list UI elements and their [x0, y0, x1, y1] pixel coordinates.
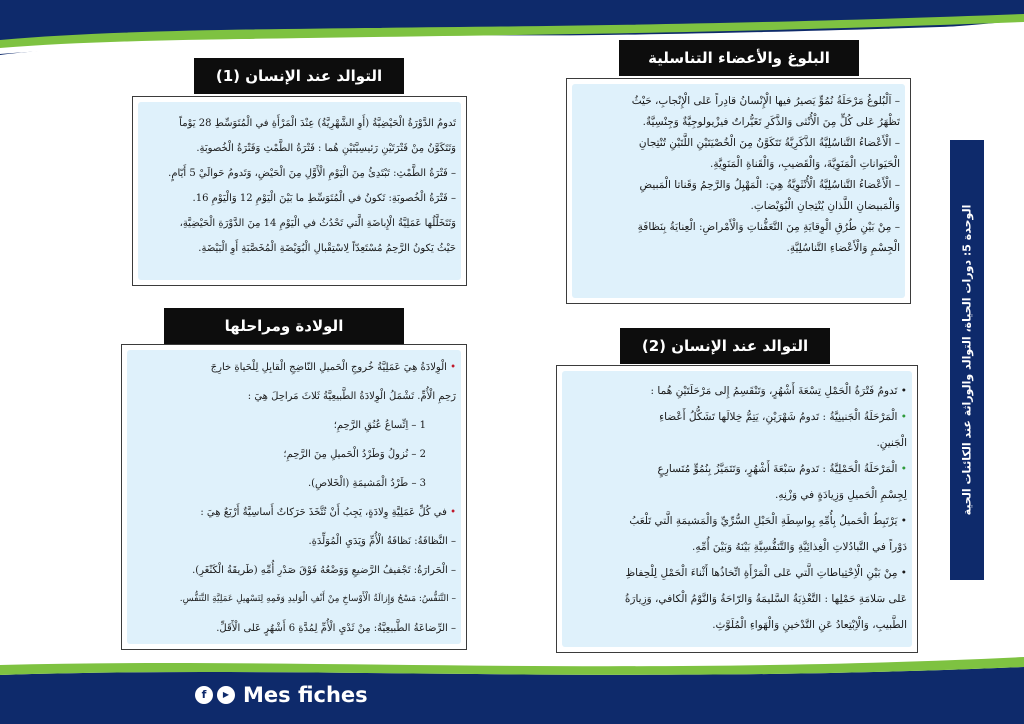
text-line: • في كُلِّ عَمَلِيَّةِ وِلادَةٍ، يَجِبُ أَنْ تُتَّخَذَ حَرَكاتٌ أَساسِيَّةٌ أَرْبَعٌ هِيَ : — [132, 498, 456, 527]
birth-title: الولادة ومراحلها — [164, 308, 404, 344]
text-line: – فَتْرَةُ الْخُصوبَةِ: تَكونُ في الْمُتَوَسِّطِ ما بَيْنَ الْيَوْمِ 12 وَالْيَوْمِ 16. — [192, 193, 456, 204]
text-line: – النَّظافَةُ: نَظافَةُ الْأُمِّ وَيَدَيِ الْمُوَلِّدَةِ. — [308, 536, 456, 547]
bottom-wave-decoration — [0, 655, 1024, 724]
unit-title: الوحدة 5: دورات الحياة، التوالد والوراثة عند الكائنات الحية — [960, 204, 974, 516]
text-line: 3 – طَرْدُ الْمَشيمَةِ (الْخَلاصِ). — [307, 478, 426, 489]
reproduction2-text — [567, 378, 907, 638]
top-wave-decoration — [0, 0, 1024, 60]
text-line: – فَتْرَةُ الطَّمْثِ: تَبْتَدِئُ مِنَ الْيَوْمِ الْأَوَّلِ مِنَ الْحَيْضِ، وَتَدومُ حَوالَيْ 5 أَيّامٍ. — [168, 168, 456, 179]
text-line: الْجِسْمِ وَالْأَعْضاءِ التَّناسُلِيَّةِ. — [786, 242, 900, 254]
birth-panel — [121, 344, 467, 650]
brand-name: Mes fiches — [243, 683, 368, 707]
text-line: 1 – اِتِّساعُ عُنُقِ الرَّحِمِ؛ — [333, 420, 426, 431]
text-line: – التَّنَفُّسُ: مَسْحُ وَإِزالَةُ الْأَوْساخِ مِنْ أَنْفِ الْوَليدِ وَفَمِهِ لِتَسْهيلِ عَمَلِيَّةِ التَّنَفُّسِ. — [179, 594, 456, 604]
text-line: – الرِّضاعَةُ الطَّبيعِيَّةُ: مِنْ ثَدْيِ الْأُمِّ لِمُدَّةِ 6 أَشْهُرٍ عَلى الْأَقَلِّ. — [216, 623, 456, 634]
text-line: رَحِمِ الْأُمِّ. تَشْمَلُ الْوِلادَةُ الطَّبيعِيَّةُ ثَلاثَ مَراحِلَ هِيَ : — [247, 391, 456, 402]
text-line: – الْأَعْضاءُ التَّناسُلِيَّةُ الذَّكَرِيَّةُ تَتَكَوَّنُ مِنَ الْخُصْيَتَيْنِ اللَّتَيْنِ تُنْتِجانِ — [638, 137, 900, 149]
text-line: • الْوِلادَةُ هِيَ عَمَلِيَّةُ خُروجِ الْحَميلِ النّاضِجِ الْقابِلِ لِلْحَياةِ خارِجَ — [132, 353, 456, 382]
text-line: – اَلْبُلوغُ مَرْحَلَةُ نُمُوٍّ يَصيرُ فيها الْإِنْسانُ قادِراً عَلى الْإِنْجابِ، حَيْثُ — [631, 95, 900, 107]
reproduction2-panel — [556, 365, 918, 653]
text-line: وَالْمَبيضانِ اللَّذانِ يُنْتِجانِ الْبُوَيْضاتِ. — [750, 200, 900, 212]
text-line: • الْمَرْحَلَةُ الْحَمْلِيَّةُ : تَدومُ سَبْعَةَ أَشْهُرٍ، وَتَتَمَيَّزُ بِنُمُوٍّ مُتَسارِعٍ — [567, 456, 907, 482]
text-line: وَتَتَخَلَّلُها عَمَلِيَّةُ الْإِباضَةِ الَّتي تَحْدُثُ في الْيَوْمِ 14 مِنَ الدَّوْرَةِ الْحَيْضِيَّةِ، — [179, 218, 456, 229]
text-line: الطَّبيبِ، وَالْاِبْتِعادُ عَنِ التَّدْخينِ وَالْهَواءِ الْمُلَوَّثِ. — [712, 619, 907, 631]
text-line: – الْحَرارَةُ: تَجْفيفُ الرَّضيعِ وَوَضْعُهُ فَوْقَ صَدْرِ أُمِّهِ (طَريقَةُ الْكَنْغَرِ). — [192, 565, 456, 576]
text-line: دَوْراً في التَّبادُلاتِ الْغِذائِيَّةِ وَالتَّنَفُّسِيَّةِ بَيْنَهُ وَبَيْنَ أُمِّهِ. — [692, 541, 907, 553]
text-line: • تَدومُ فَتْرَةُ الْحَمْلِ تِسْعَةَ أَشْهُرٍ، وَتَنْقَسِمُ إِلى مَرْحَلَتَيْنِ هُما : — [650, 385, 907, 397]
text-line: تَظْهَرُ عَلى كُلٍّ مِنَ الْأُنْثى وَالذَّكَرِ تَغَيُّراتٌ فيزْيولوجِيَّةٌ وَجِنْسِيَّةٌ. — [642, 116, 900, 128]
text-line: • الْمَرْحَلَةُ الْجَنينِيَّةُ : تَدومُ شَهْرَيْنِ، يَتِمُّ خِلالَها تَشَكُّلُ أَعْضاءِ — [567, 404, 907, 430]
text-line: • يَرْتَبِطُ الْحَميلُ بِأُمِّهِ بِواسِطَةِ الْحَبْلِ السُّرِّيِّ وَالْمَشيمَةِ الَّتي تَلْعَبُ — [629, 515, 907, 527]
text-line: الْحَيَواناتِ الْمَنَوِيَّةَ، وَالْقَضيبِ، وَالْقَناةِ الْمَنَوِيَّةِ. — [710, 158, 900, 170]
text-line: عَلى سَلامَةِ حَمْلِها : التَّغْذِيَةُ السَّليمَةُ وَالرّاحَةُ وَالنَّوْمُ الْكافي، وَزِيارَةُ — [624, 593, 907, 605]
birth-text — [132, 353, 456, 643]
text-line: حَيْثُ يَكونُ الرَّحِمُ مُسْتَعِدّاً لِاسْتِقْبالِ الْبُوَيْضَةِ الْمُخَصَّبَةِ أَوِ الْبَيْضَةِ. — [198, 243, 456, 254]
reproduction1-panel — [132, 96, 467, 286]
text-line: • مِنْ بَيْنِ الْاِحْتِياطاتِ الَّتي عَلى الْمَرْأَةِ اتِّخاذُها أَثْناءَ الْحَمْلِ لِلْحِفاظِ — [625, 567, 907, 579]
reproduction1-text — [143, 111, 456, 261]
reproduction2-title: التوالد عند الإنسان (2) — [620, 328, 830, 364]
puberty-title: البلوغ والأعضاء التناسلية — [619, 40, 859, 76]
unit-side-banner — [950, 140, 984, 580]
text-line: – الْأَعْضاءُ التَّناسُلِيَّةُ الْأُنْثَوِيَّةُ هِيَ: الْمَهْبِلُ وَالرَّحِمُ وَقَناتا الْمَبيضِ — [639, 179, 900, 191]
reproduction1-title: التوالد عند الإنسان (1) — [194, 58, 404, 94]
youtube-icon[interactable]: ▶ — [217, 686, 235, 704]
footer-brand — [195, 680, 368, 710]
puberty-panel — [566, 78, 911, 304]
text-line: – مِنْ بَيْنِ طُرُقِ الْوِقايَةِ مِنَ التَّعَفُّناتِ وَالْأَمْراضِ: الْعِنايَةُ بِنَظافَةِ — [637, 221, 900, 233]
text-line: تَدومُ الدَّوْرَةُ الْحَيْضِيَّةُ (أَوِ الشَّهْرِيَّةُ) عِنْدَ الْمَرْأَةِ في الْمُتَوَسِّطِ 28 يَوْماً — [179, 118, 456, 129]
text-line: وَتَتَكَوَّنُ مِنْ فَتْرَتَيْنِ رَئيسِيَّتَيْنِ هُما : فَتْرَةُ الطَّمْثِ وَفَتْرَةُ الْخُصوبَةِ. — [196, 143, 456, 154]
facebook-icon[interactable]: f — [195, 686, 213, 704]
text-line: 2 – نُزولُ وَطَرْدُ الْحَميلِ مِنَ الرَّحِمِ؛ — [283, 449, 426, 460]
puberty-text — [577, 91, 900, 259]
text-line: الْجَنينِ. — [876, 437, 907, 449]
text-line: لِجِسْمِ الْحَميلِ وَزِيادَةٍ في وَزْنِهِ. — [774, 489, 907, 501]
